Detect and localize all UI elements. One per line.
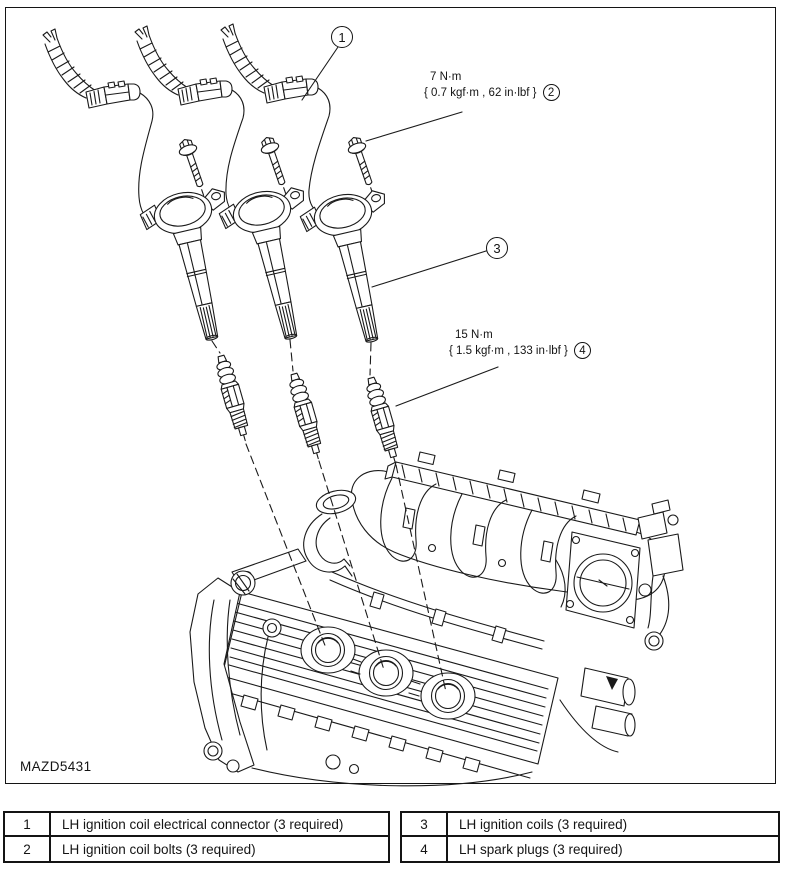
legend-key: 3 [402,813,448,837]
ignition-coil-2 [217,182,336,348]
legend-table-right [400,811,780,863]
spark-plug-1 [212,354,254,444]
spark-plugs [212,354,404,466]
callout-1-badge: 1 [331,26,353,48]
ignition-coils [138,182,417,351]
coil-connector-2 [135,26,232,105]
coil-connector-3 [221,24,318,103]
legend-label: LH spark plugs (3 required) [459,841,623,857]
legend-key: 1 [5,813,51,837]
engine-block [190,452,683,786]
torque-spec-spark-plug [449,328,591,359]
coil-connector-1 [43,29,140,108]
callout-3-badge: 3 [486,237,508,259]
torque-metric: 7 N·m [430,71,462,83]
legend-label: LH ignition coil bolts (3 required) [62,841,256,857]
torque-alternate: { 0.7 kgf·m , 62 in·lbf } [424,86,537,99]
callout-4-badge: 4 [574,342,591,359]
torque-metric: 15 N·m [455,329,493,341]
figure-code: MAZD5431 [20,759,92,774]
torque-alternate: { 1.5 kgf·m , 133 in·lbf } [449,344,568,357]
ignition-coil-3 [298,185,417,351]
legend-label: LH ignition coils (3 required) [448,813,778,837]
legend-key: 2 [5,837,51,861]
spark-plug-2 [285,372,327,462]
callout-2-badge: 2 [543,84,560,101]
legend-table-left [3,811,390,863]
legend-label: LH ignition coil electrical connector (3 required) [51,813,388,837]
connector-wire-3 [309,88,330,215]
spark-plug-3 [362,376,404,466]
connector-wire-1 [139,93,153,224]
connector-wire-2 [226,90,244,219]
torque-spec-coil-bolt [424,70,560,101]
legend-key: 4 [402,837,448,861]
